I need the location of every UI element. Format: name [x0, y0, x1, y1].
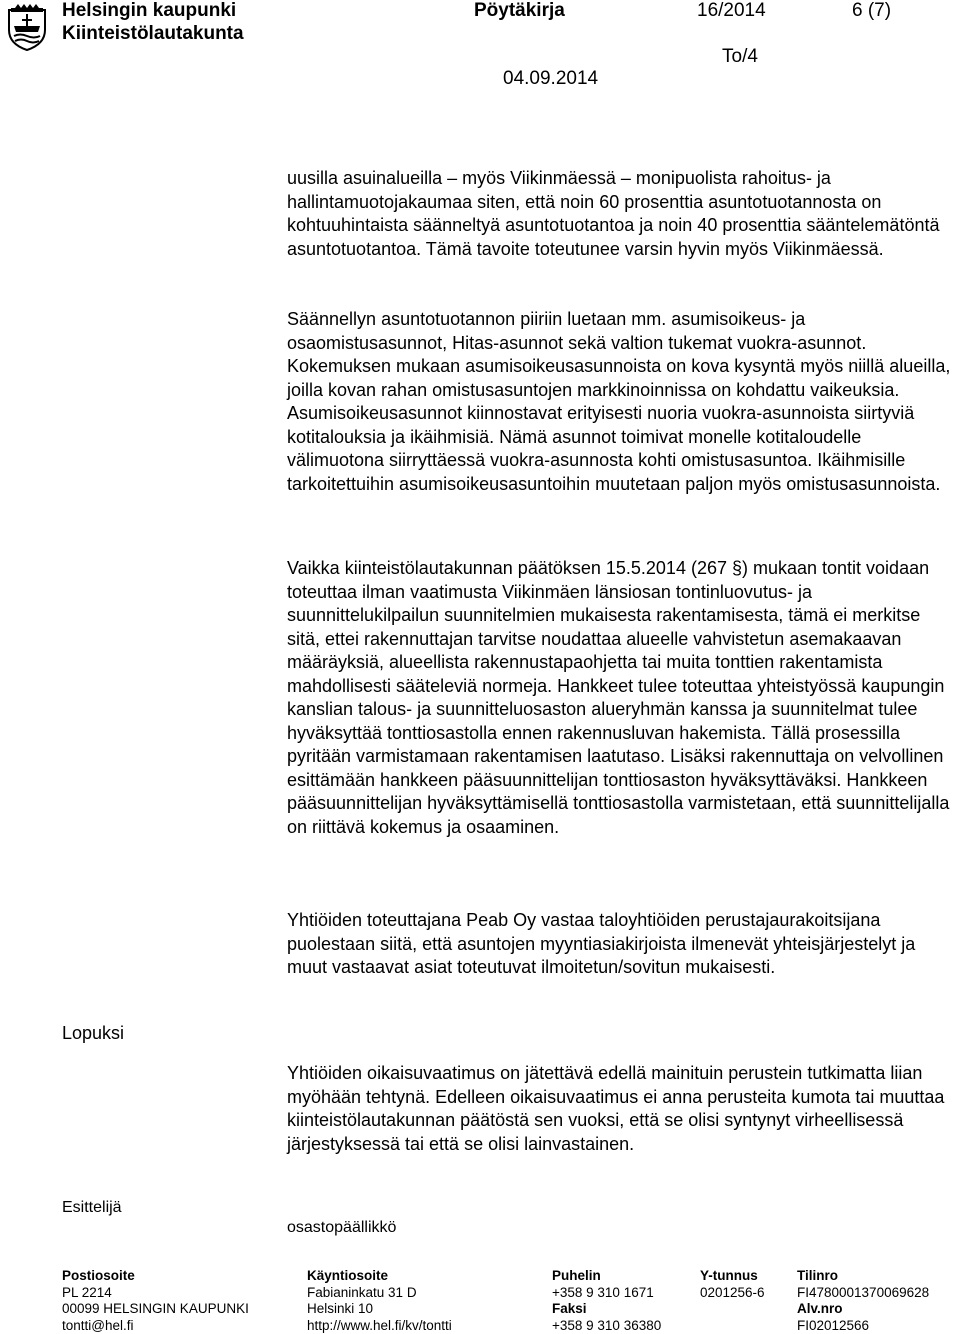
- footer-business-id: [700, 1268, 765, 1301]
- footer-business-id-heading: Y-tunnus: [700, 1268, 765, 1285]
- footer-postal-heading: Postiosoite: [62, 1268, 249, 1285]
- footer-visiting-heading: Käyntiosoite: [307, 1268, 452, 1285]
- meeting-date: 04.09.2014: [503, 68, 598, 90]
- footer-postal-line1: PL 2214: [62, 1285, 249, 1302]
- footer-postal-line2: 00099 HELSINGIN KAUPUNKI: [62, 1301, 249, 1318]
- footer-visiting-line2: Helsinki 10: [307, 1301, 452, 1318]
- section-heading-lopuksi: Lopuksi: [62, 1022, 124, 1045]
- page-number: 6 (7): [852, 0, 891, 22]
- footer-phone-number: +358 9 310 1671: [552, 1285, 661, 1302]
- footer-phone: [552, 1268, 661, 1334]
- footer-fax-number: +358 9 310 36380: [552, 1318, 661, 1334]
- doc-type: Pöytäkirja: [474, 0, 565, 22]
- item-code: To/4: [722, 46, 758, 68]
- paragraph-3: Vaikka kiinteistölautakunnan päätöksen 15.5.2014 (267 §) mukaan tontit voidaan toteuttaa ilman vaatimusta Viikinmäen länsiosan tontinluovutus- ja suunnittelukilpailun suunnitelmien mukaisesta rakentamisesta, tämä ei merkitse sitä, ettei rakennuttajan tarvitse noudattaa alueelle vahvistetun asemakaavan määräyksiä, alueellista rakennustapaohjetta tai muita tonttien rakentamista mahdollisesti sääteleviä normeja. Hankkeet tulee toteuttaa yhteistyössä kaupungin kanslian talous- ja suunnitteluosaston alueryhmän kanssa ja suunnitelmat tulee hyväksyttää tonttiosastolla ennen rakennusluvan hakemista. Tällä prosessilla pyritään varmistamaan rakentamisen laatutaso. Lisäksi rakennuttaja on velvollinen esittämään hankkeen pääsuunnittelijan tonttiosaston hyväksyttäväksi. Hankkeen pääsuunnittelijan hyväksyttämisellä tonttiosastolla varmistetaan, että suunnittelijalla on riittävä kokemus ja osaaminen.: [287, 557, 957, 839]
- section-heading-esittelija: Esittelijä: [62, 1198, 122, 1218]
- helsinki-crest-icon: [6, 4, 48, 52]
- footer-website-link[interactable]: http://www.hel.fi/kv/tontti: [307, 1318, 452, 1334]
- org-name: Helsingin kaupunki: [62, 0, 236, 22]
- meeting-number: 16/2014: [697, 0, 766, 22]
- footer-fax-heading: Faksi: [552, 1301, 661, 1318]
- presenter-title: osastopäällikkö: [287, 1218, 396, 1238]
- paragraph-5: Yhtiöiden oikaisuvaatimus on jätettävä edellä mainituin perustein tutkimatta liian myöhään tehtynä. Edelleen oikaisuvaatimus ei anna perusteita kumota tai muuttaa kiinteistölautakunnan päätöstä sen vuoksi, että se olisi syntynyt virheellisessä järjestyksessä tai että se olisi lainvastainen.: [287, 1062, 957, 1156]
- footer-phone-heading: Puhelin: [552, 1268, 661, 1285]
- footer-account-heading: Tilinro: [797, 1268, 929, 1285]
- footer-visiting-line1: Fabianinkatu 31 D: [307, 1285, 452, 1302]
- paragraph-4: Yhtiöiden toteuttajana Peab Oy vastaa taloyhtiöiden perustajaurakoitsijana puolestaan siitä, että asuntojen myyntiasiakirjoista ilmenevät yhteisjärjestelyt ja muut vastaavat asiat toteutuvat ilmoitetun/sovitun mukaisesti.: [287, 909, 957, 980]
- footer-visiting-address: [307, 1268, 452, 1334]
- footer-account-value: FI4780001370069628: [797, 1285, 929, 1302]
- footer-email-link[interactable]: tontti@hel.fi: [62, 1318, 249, 1334]
- paragraph-2: Säännellyn asuntotuotannon piiriin luetaan mm. asumisoikeus- ja osaomistusasunnot, Hitas-asunnot sekä valtion tukemat vuokra-asunnot. Kokemuksen mukaan asumisoikeusasunnoista on kova kysyntä myös niillä alueilla, joilla kovan rahan omistusasuntojen markkinoinnissa on kohdattu vaikeuksia. Asumisoikeusasunnot kiinnostavat erityisesti nuoria vuokra-asunnoista siirtyviä kotitalouksia ja ikäihmisiä. Nämä asunnot toimivat monelle kotitaloudelle välimuotona siirryttäessä vuokra-asunnosta kohti omistusasuntoa. Ikäihmisille tarkoitettuihin asumisoikeusasuntoihin muutetaan paljon myös omistusasunnoista.: [287, 308, 957, 496]
- footer-vat-value: FI02012566: [797, 1318, 929, 1334]
- footer-account: [797, 1268, 929, 1334]
- paragraph-1: uusilla asuinalueilla – myös Viikinmäessä – monipuolista rahoitus- ja hallintamuotojakaumaa siten, että noin 60 prosenttia asuntotuotannosta on kohtuuhintaista säänneltyä asuntotuotantoa ja noin 40 prosenttia sääntelemätöntä asuntotuotantoa. Tämä tavoite toteutunee varsin hyvin myös Viikinmäessä.: [287, 167, 957, 261]
- footer-postal-address: [62, 1268, 249, 1334]
- board-name: Kiinteistölautakunta: [62, 23, 244, 45]
- footer-vat-heading: Alv.nro: [797, 1301, 929, 1318]
- footer-business-id-value: 0201256-6: [700, 1285, 765, 1302]
